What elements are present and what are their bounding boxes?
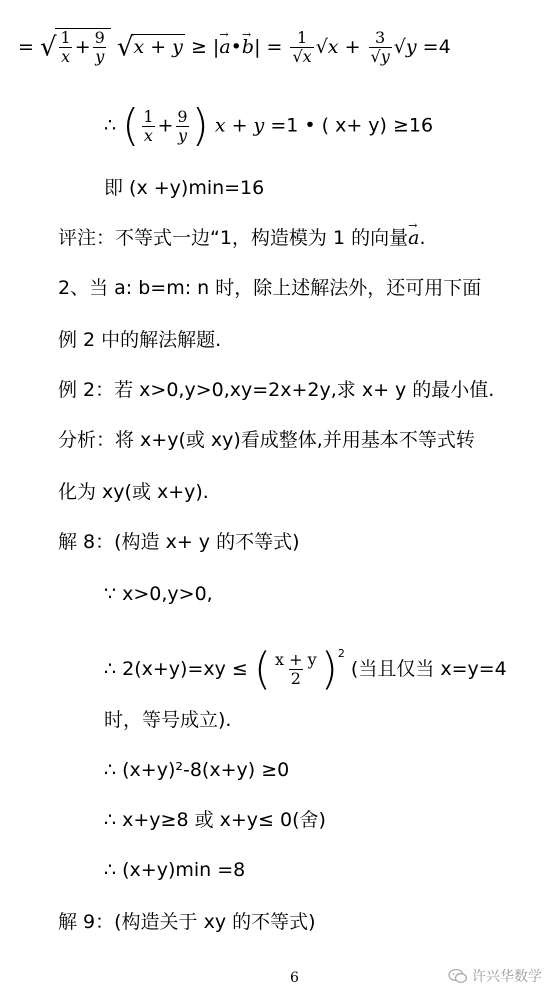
equation-line-3: 即 (x +y)min=16 — [104, 177, 265, 199]
equals-sign: = — [18, 36, 34, 58]
step-3: ∴ x+y≥8 或 x+y≤ 0(舍) — [104, 809, 326, 831]
step-1-continued: 时，等号成立). — [104, 709, 232, 731]
page-number: 6 — [290, 970, 299, 986]
step-4: ∴ (x+y)min =8 — [104, 859, 246, 881]
example-2: 例 2：若 x>0,y>0,xy=2x+2y,求 x+ y 的最小值. — [58, 379, 495, 401]
equation-line-2: ∴ ( $\frac{1}{x}$ + $\frac{9}{y}$ ) x + y =1 • ( x+ y) ≥16 — [104, 100, 434, 151]
equation-result: =4 — [422, 36, 451, 58]
item-2-line-1: 2、当 a: b=m: n 时，除上述解法外，还可用下面 — [58, 277, 482, 299]
analysis-line-1: 分析：将 x+y(或 xy)看成整体,并用基本不等式转 — [58, 429, 475, 451]
watermark-text: 许兴华数学 — [472, 969, 542, 985]
watermark — [448, 966, 542, 986]
analysis-line-2: 化为 xy(或 x+y). — [58, 481, 209, 503]
step-1: ∴ 2(x+y)=xy ≤ ( $\frac{x + y}{2}$ )$^2$ (当且仅当 x=y=4 — [104, 643, 507, 695]
because-line: ∵ x>0,y>0, — [104, 583, 213, 605]
solution-8-heading: 解 8：(构造 x+ y 的不等式) — [58, 531, 300, 553]
item-2-line-2: 例 2 中的解法解题. — [58, 329, 222, 351]
solution-9-heading: 解 9：(构造关于 xy 的不等式) — [58, 911, 316, 933]
wechat-icon — [448, 968, 468, 984]
equation-line-1: = √ $\frac{1}{x}$ + $\frac{9}{y}$ √x + y ≥ |→ a•→ b| = $\frac{1}{√x}$ √x + $\frac{3}{√y}$ √y =4 — [18, 28, 451, 66]
note-paragraph: 评注：不等式一边“1，构造模为 1 的向量→ a. — [58, 226, 425, 250]
step-2: ∴ (x+y)²-8(x+y) ≥0 — [104, 759, 290, 781]
